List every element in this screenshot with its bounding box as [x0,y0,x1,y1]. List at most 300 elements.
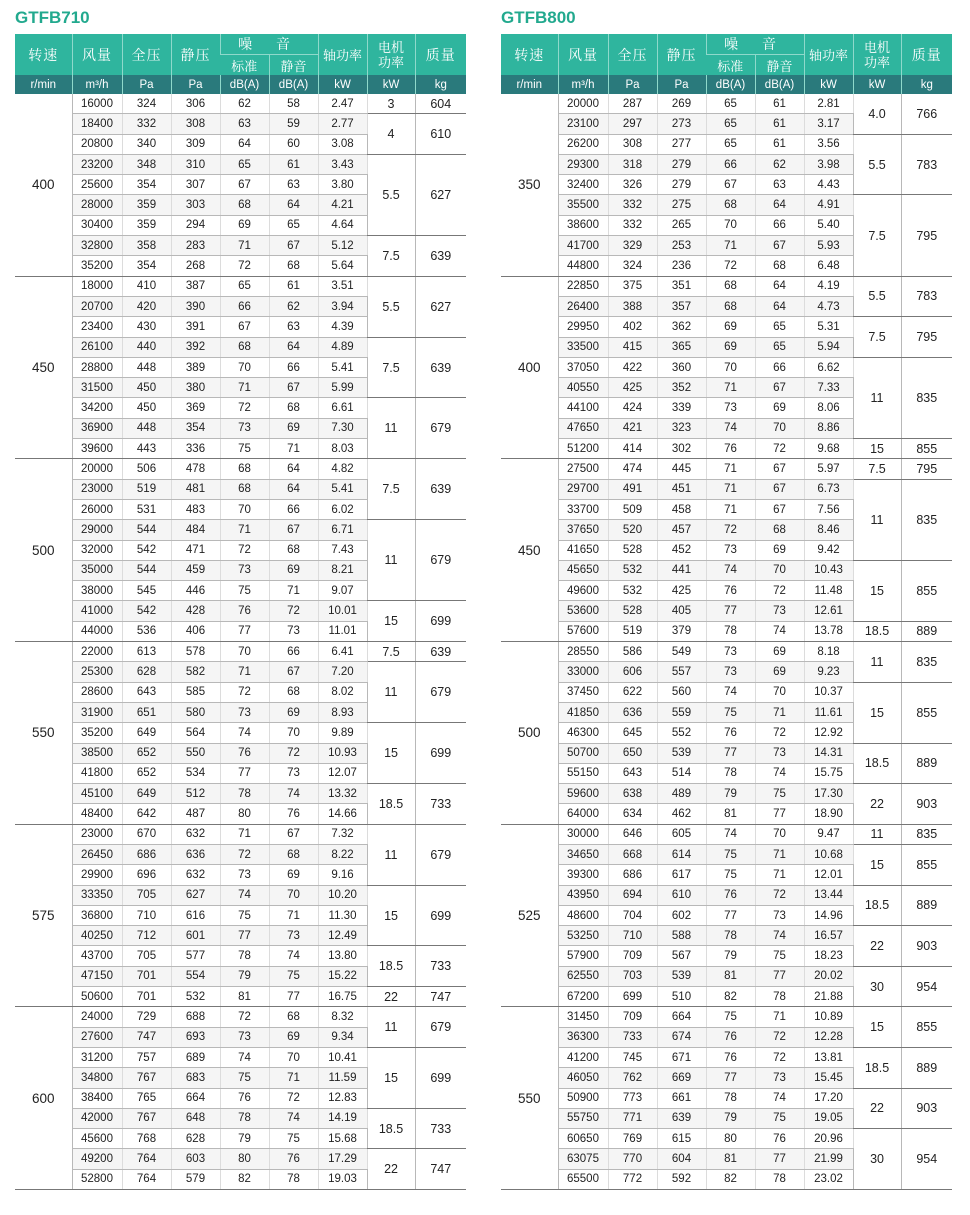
total-pressure-cell: 636 [608,702,657,722]
motor-power-cell: 11 [853,824,901,844]
static-pressure-cell: 549 [657,642,706,662]
airflow-cell: 53250 [558,926,608,946]
noise-static-cell: 71 [755,865,804,885]
total-pressure-cell: 358 [122,236,171,256]
noise-static-cell: 64 [755,276,804,296]
airflow-cell: 32400 [558,175,608,195]
airflow-cell: 31500 [72,378,122,398]
static-pressure-cell: 354 [171,418,220,438]
shaft-power-cell: 17.20 [804,1088,853,1108]
shaft-power-cell: 6.02 [318,499,367,519]
airflow-cell: 39600 [72,439,122,459]
table-row [15,1047,466,1067]
static-pressure-cell: 512 [171,784,220,804]
static-pressure-cell: 310 [171,154,220,174]
rpm-cell: 450 [501,459,558,642]
noise-standard-cell: 70 [706,215,755,235]
static-pressure-cell: 405 [657,601,706,621]
noise-static-cell: 72 [755,1027,804,1047]
airflow-cell: 57900 [558,946,608,966]
motor-power-cell: 3 [367,94,415,114]
airflow-cell: 35500 [558,195,608,215]
total-pressure-cell: 354 [122,175,171,195]
motor-power-cell: 4 [367,114,415,155]
airflow-cell: 37450 [558,682,608,702]
noise-standard-cell: 72 [220,398,269,418]
table-row [15,723,466,743]
airflow-cell: 59600 [558,784,608,804]
performance-table [15,34,466,1190]
noise-standard-cell: 65 [220,154,269,174]
total-pressure-cell: 318 [608,154,657,174]
static-pressure-cell: 277 [657,134,706,154]
static-pressure-cell: 559 [657,702,706,722]
static-pressure-cell: 273 [657,114,706,134]
noise-standard-cell: 73 [706,642,755,662]
total-pressure-cell: 757 [122,1047,171,1067]
motor-power-line2: 功率 [864,54,891,70]
table-row [501,784,952,804]
noise-standard-cell: 66 [706,154,755,174]
noise-static-cell: 73 [755,601,804,621]
static-pressure-cell: 457 [657,520,706,540]
header-airflow: 风量 [72,34,122,75]
mass-cell: 699 [415,885,466,946]
unit-motor-power: kW [853,75,901,94]
airflow-cell: 44000 [72,621,122,641]
airflow-cell: 45650 [558,560,608,580]
shaft-power-cell: 8.93 [318,702,367,722]
shaft-power-cell: 10.41 [318,1047,367,1067]
noise-standard-cell: 77 [220,621,269,641]
static-pressure-cell: 636 [171,844,220,864]
header-noise: 噪 音 [706,34,804,55]
unit-shaft-power: kW [804,75,853,94]
motor-power-cell: 7.5 [367,642,415,662]
noise-standard-cell: 76 [706,885,755,905]
table-row [15,154,466,174]
static-pressure-cell: 268 [171,256,220,276]
airflow-cell: 41800 [72,763,122,783]
shaft-power-cell: 4.91 [804,195,853,215]
noise-static-cell: 58 [269,94,318,114]
static-pressure-cell: 648 [171,1108,220,1128]
airflow-cell: 30400 [72,215,122,235]
header-speed: 转速 [15,34,72,75]
noise-standard-cell: 70 [220,499,269,519]
airflow-cell: 40550 [558,378,608,398]
airflow-cell: 33000 [558,662,608,682]
static-pressure-cell: 452 [657,540,706,560]
shaft-power-cell: 14.66 [318,804,367,824]
motor-power-line2: 功率 [378,54,405,70]
noise-static-cell: 65 [755,337,804,357]
noise-standard-cell: 75 [220,439,269,459]
airflow-cell: 23000 [72,479,122,499]
noise-static-cell: 66 [269,499,318,519]
total-pressure-cell: 643 [608,763,657,783]
shaft-power-cell: 11.61 [804,702,853,722]
total-pressure-cell: 506 [122,459,171,479]
static-pressure-cell: 602 [657,905,706,925]
airflow-cell: 53600 [558,601,608,621]
total-pressure-cell: 520 [608,520,657,540]
motor-power-cell: 15 [853,560,901,621]
table-row [501,317,952,337]
noise-static-cell: 67 [755,459,804,479]
airflow-cell: 23400 [72,317,122,337]
shaft-power-cell: 3.43 [318,154,367,174]
total-pressure-cell: 628 [122,662,171,682]
total-pressure-cell: 519 [122,479,171,499]
unit-mass: kg [901,75,952,94]
noise-static-cell: 73 [755,1068,804,1088]
static-pressure-cell: 577 [171,946,220,966]
shaft-power-cell: 3.08 [318,134,367,154]
shaft-power-cell: 9.68 [804,439,853,459]
table-row [15,662,466,682]
static-pressure-cell: 674 [657,1027,706,1047]
airflow-cell: 42000 [72,1108,122,1128]
static-pressure-cell: 554 [171,966,220,986]
static-pressure-cell: 605 [657,824,706,844]
mass-cell: 747 [415,987,466,1007]
motor-power-cell: 15 [367,1047,415,1108]
shaft-power-cell: 12.61 [804,601,853,621]
total-pressure-cell: 528 [608,540,657,560]
noise-static-cell: 61 [269,276,318,296]
shaft-power-cell: 17.29 [318,1149,367,1169]
total-pressure-cell: 536 [122,621,171,641]
airflow-cell: 67200 [558,987,608,1007]
shaft-power-cell: 5.40 [804,215,853,235]
noise-static-cell: 63 [269,317,318,337]
total-pressure-cell: 359 [122,195,171,215]
static-pressure-cell: 564 [171,723,220,743]
shaft-power-cell: 9.47 [804,824,853,844]
total-pressure-cell: 544 [122,560,171,580]
noise-standard-cell: 72 [706,520,755,540]
noise-standard-cell: 65 [220,276,269,296]
static-pressure-cell: 601 [171,926,220,946]
airflow-cell: 29950 [558,317,608,337]
total-pressure-cell: 705 [122,885,171,905]
noise-static-cell: 71 [269,581,318,601]
table-row [501,642,952,662]
total-pressure-cell: 430 [122,317,171,337]
static-pressure-cell: 283 [171,236,220,256]
noise-standard-cell: 68 [706,296,755,316]
airflow-cell: 41000 [72,601,122,621]
airflow-cell: 50600 [72,987,122,1007]
shaft-power-cell: 5.41 [318,479,367,499]
static-pressure-cell: 441 [657,560,706,580]
noise-standard-cell: 77 [220,926,269,946]
total-pressure-cell: 332 [608,215,657,235]
mass-cell: 679 [415,824,466,885]
noise-standard-cell: 78 [220,784,269,804]
header-motor-power [853,34,901,75]
static-pressure-cell: 307 [171,175,220,195]
shaft-power-cell: 5.99 [318,378,367,398]
noise-standard-cell: 74 [220,885,269,905]
airflow-cell: 25600 [72,175,122,195]
static-pressure-cell: 294 [171,215,220,235]
shaft-power-cell: 8.06 [804,398,853,418]
static-pressure-cell: 269 [657,94,706,114]
noise-static-cell: 71 [269,439,318,459]
airflow-cell: 34650 [558,844,608,864]
mass-cell: 733 [415,946,466,987]
table-row [501,743,952,763]
shaft-power-cell: 10.89 [804,1007,853,1027]
total-pressure-cell: 643 [122,682,171,702]
noise-standard-cell: 80 [706,1129,755,1149]
shaft-power-cell: 12.28 [804,1027,853,1047]
static-pressure-cell: 557 [657,662,706,682]
static-pressure-cell: 357 [657,296,706,316]
total-pressure-cell: 519 [608,621,657,641]
noise-standard-cell: 72 [220,682,269,702]
noise-standard-cell: 79 [706,1108,755,1128]
motor-power-cell: 18.5 [853,621,901,641]
unit-motor-power: kW [367,75,415,94]
static-pressure-cell: 610 [657,885,706,905]
total-pressure-cell: 686 [122,844,171,864]
noise-static-cell: 66 [755,215,804,235]
noise-standard-cell: 74 [220,1047,269,1067]
mass-cell: 795 [901,459,952,479]
noise-static-cell: 78 [755,987,804,1007]
noise-standard-cell: 76 [220,743,269,763]
motor-power-cell: 15 [853,844,901,885]
static-pressure-cell: 534 [171,763,220,783]
table-row [15,236,466,256]
total-pressure-cell: 705 [122,946,171,966]
static-pressure-cell: 365 [657,337,706,357]
static-pressure-cell: 671 [657,1047,706,1067]
unit-noise-standard: dB(A) [220,75,269,94]
total-pressure-cell: 474 [608,459,657,479]
noise-static-cell: 71 [755,1007,804,1027]
static-pressure-cell: 339 [657,398,706,418]
total-pressure-cell: 424 [608,398,657,418]
noise-static-cell: 74 [755,926,804,946]
total-pressure-cell: 440 [122,337,171,357]
static-pressure-cell: 392 [171,337,220,357]
static-pressure-cell: 306 [171,94,220,114]
noise-static-cell: 68 [269,540,318,560]
noise-static-cell: 68 [269,682,318,702]
motor-power-cell: 18.5 [853,1047,901,1088]
noise-static-cell: 61 [755,114,804,134]
noise-standard-cell: 77 [706,743,755,763]
total-pressure-cell: 542 [122,601,171,621]
shaft-power-cell: 20.96 [804,1129,853,1149]
airflow-cell: 38500 [72,743,122,763]
static-pressure-cell: 253 [657,236,706,256]
noise-standard-cell: 80 [220,804,269,824]
shaft-power-cell: 10.93 [318,743,367,763]
noise-standard-cell: 78 [220,946,269,966]
noise-static-cell: 64 [755,296,804,316]
static-pressure-cell: 236 [657,256,706,276]
noise-static-cell: 78 [269,1169,318,1189]
total-pressure-cell: 332 [608,195,657,215]
motor-power-cell: 30 [853,966,901,1007]
airflow-cell: 34800 [72,1068,122,1088]
noise-static-cell: 75 [755,946,804,966]
noise-standard-cell: 65 [706,114,755,134]
static-pressure-cell: 603 [171,1149,220,1169]
mass-cell: 855 [901,439,952,459]
shaft-power-cell: 19.05 [804,1108,853,1128]
table-row [501,926,952,946]
table-row [501,844,952,864]
total-pressure-cell: 359 [122,215,171,235]
shaft-power-cell: 4.39 [318,317,367,337]
airflow-cell: 52800 [72,1169,122,1189]
shaft-power-cell: 21.99 [804,1149,853,1169]
shaft-power-cell: 14.19 [318,1108,367,1128]
noise-standard-cell: 70 [220,357,269,377]
total-pressure-cell: 696 [122,865,171,885]
total-pressure-cell: 765 [122,1088,171,1108]
noise-static-cell: 72 [755,1047,804,1067]
table-row [15,459,466,479]
noise-standard-cell: 69 [706,317,755,337]
noise-standard-cell: 71 [220,662,269,682]
motor-power-cell: 7.5 [853,459,901,479]
shaft-power-cell: 6.71 [318,520,367,540]
total-pressure-cell: 709 [608,1007,657,1027]
airflow-cell: 34200 [72,398,122,418]
total-pressure-cell: 650 [608,743,657,763]
unit-noise-static: dB(A) [269,75,318,94]
noise-static-cell: 66 [269,642,318,662]
airflow-cell: 27600 [72,1027,122,1047]
noise-standard-cell: 72 [220,540,269,560]
noise-standard-cell: 68 [220,337,269,357]
shaft-power-cell: 12.01 [804,865,853,885]
motor-power-cell: 11 [853,479,901,560]
noise-standard-cell: 79 [220,966,269,986]
static-pressure-cell: 459 [171,560,220,580]
airflow-cell: 48600 [558,905,608,925]
shaft-power-cell: 3.56 [804,134,853,154]
noise-static-cell: 77 [269,987,318,1007]
noise-static-cell: 75 [269,966,318,986]
header-noise-static: 静音 [755,55,804,76]
mass-cell: 639 [415,236,466,277]
noise-static-cell: 73 [269,926,318,946]
static-pressure-cell: 483 [171,499,220,519]
static-pressure-cell: 369 [171,398,220,418]
noise-standard-cell: 71 [706,499,755,519]
mass-cell: 889 [901,1047,952,1088]
noise-static-cell: 66 [269,357,318,377]
noise-standard-cell: 76 [706,439,755,459]
table-row [15,946,466,966]
noise-standard-cell: 70 [220,642,269,662]
mass-cell: 699 [415,601,466,642]
motor-power-cell: 22 [853,784,901,825]
noise-standard-cell: 73 [220,418,269,438]
shaft-power-cell: 18.23 [804,946,853,966]
mass-cell: 855 [901,560,952,621]
total-pressure-cell: 764 [122,1149,171,1169]
total-pressure-cell: 297 [608,114,657,134]
noise-static-cell: 72 [755,885,804,905]
mass-cell: 610 [415,114,466,155]
shaft-power-cell: 21.88 [804,987,853,1007]
shaft-power-cell: 6.62 [804,357,853,377]
total-pressure-cell: 747 [122,1027,171,1047]
mass-cell: 627 [415,276,466,337]
airflow-cell: 24000 [72,1007,122,1027]
total-pressure-cell: 769 [608,1129,657,1149]
table-row [15,1108,466,1128]
airflow-cell: 32000 [72,540,122,560]
shaft-power-cell: 2.47 [318,94,367,114]
static-pressure-cell: 632 [171,824,220,844]
airflow-cell: 50900 [558,1088,608,1108]
airflow-cell: 23200 [72,154,122,174]
total-pressure-cell: 415 [608,337,657,357]
shaft-power-cell: 4.43 [804,175,853,195]
table-row [501,439,952,459]
mass-cell: 855 [901,1007,952,1048]
rpm-cell: 350 [501,94,558,276]
total-pressure-cell: 324 [122,94,171,114]
noise-standard-cell: 79 [706,946,755,966]
noise-static-cell: 68 [269,256,318,276]
total-pressure-cell: 448 [122,357,171,377]
total-pressure-cell: 332 [122,114,171,134]
airflow-cell: 49200 [72,1149,122,1169]
noise-static-cell: 68 [269,844,318,864]
noise-static-cell: 72 [269,601,318,621]
noise-standard-cell: 67 [706,175,755,195]
motor-power-cell: 18.5 [367,946,415,987]
noise-static-cell: 67 [755,499,804,519]
static-pressure-cell: 458 [657,499,706,519]
static-pressure-cell: 484 [171,520,220,540]
noise-standard-cell: 74 [706,682,755,702]
noise-standard-cell: 71 [220,824,269,844]
noise-standard-cell: 73 [706,398,755,418]
shaft-power-cell: 5.97 [804,459,853,479]
static-pressure-cell: 489 [657,784,706,804]
total-pressure-cell: 649 [122,723,171,743]
airflow-cell: 35200 [72,256,122,276]
mass-cell: 903 [901,1088,952,1129]
airflow-cell: 64000 [558,804,608,824]
table-body [15,94,466,1190]
mass-cell: 679 [415,662,466,723]
static-pressure-cell: 389 [171,357,220,377]
unit-noise-standard: dB(A) [706,75,755,94]
noise-standard-cell: 82 [706,987,755,1007]
noise-standard-cell: 65 [706,94,755,114]
noise-standard-cell: 68 [220,195,269,215]
airflow-cell: 51200 [558,439,608,459]
static-pressure-cell: 279 [657,154,706,174]
static-pressure-cell: 628 [171,1129,220,1149]
shaft-power-cell: 18.90 [804,804,853,824]
shaft-power-cell: 7.30 [318,418,367,438]
noise-static-cell: 61 [269,154,318,174]
